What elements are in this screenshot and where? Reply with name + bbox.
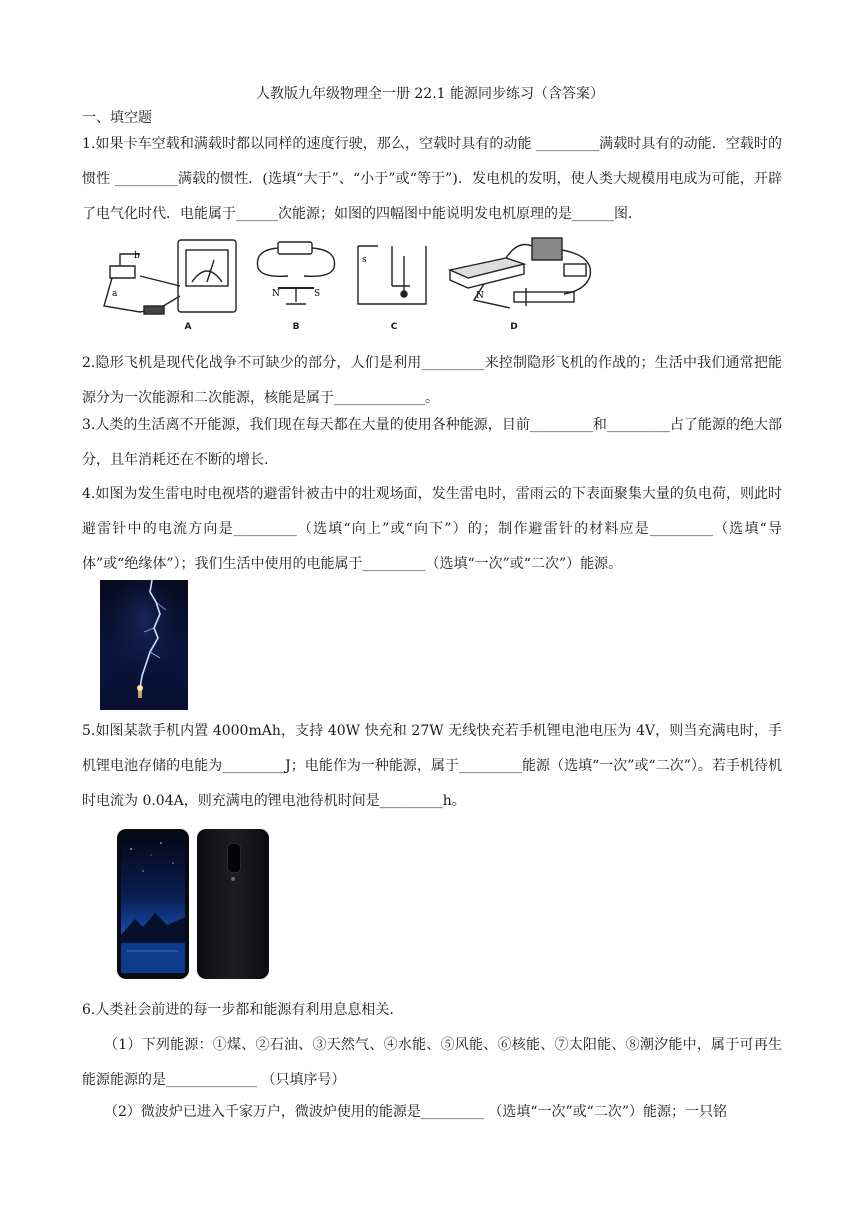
figure-b — [248, 236, 344, 332]
question-4: 4.如图为发生雷电时电视塔的避雷针被击中的壮观场面，发生雷电时，雷雨云的下表面聚集大量的负电荷，则此时避雷针中的电流方向是_________（选填“向上”或“向下”）的；制作避雷针的材料应是_________（选填“导体”或“绝缘体”）；我们生活中使用的电能属于_________（选填“一次”或“二次”）能源。 — [82, 486, 782, 572]
generator-figures — [100, 236, 600, 336]
figure-a-label-a: a — [112, 289, 118, 299]
phone-photo — [117, 829, 273, 981]
lightning-photo — [100, 580, 188, 710]
figure-a — [100, 236, 240, 332]
flash-icon — [231, 877, 235, 881]
question-1: 1.如果卡车空载和满载时都以同样的速度行驶，那么，空载时具有的动能 _________满载时具有的动能．空载时的惯性 _________满载的惯性．(选填“大于”、“小于”或“等于”)．发电机的发明，使人类大规模用电成为可能，开辟了电气化时代．电能属于______次能源；如图的四幅图中能说明发电机原理的是______图． — [82, 136, 782, 222]
lightning-bolt-image — [100, 580, 188, 710]
page-title: 人教版九年级物理全一册 22.1 能源同步练习（含答案） — [255, 86, 605, 102]
figure-d-label-n: N — [476, 291, 484, 301]
figure-a-caption: A — [184, 322, 192, 332]
figure-b-drawing — [248, 236, 344, 326]
phone-back — [197, 829, 269, 979]
question-2: 2.隐形飞机是现代化战争不可缺少的部分，人们是利用_________来控制隐形飞机的作战的；生活中我们通常把能源分为一次能源和二次能源，核能是属于_____________。 — [82, 355, 782, 406]
figure-c-drawing — [352, 236, 432, 326]
question-6-part-2: （2）微波炉已进入千家万户，微波炉使用的能源是_________ （选填“一次”或“二次”）能源；一只铭 — [104, 1104, 727, 1120]
phone-front — [117, 829, 189, 979]
figure-c — [352, 236, 432, 332]
figure-d-caption: D — [510, 322, 518, 332]
figure-a-label-b: b — [134, 251, 140, 261]
figure-a-drawing — [100, 236, 240, 326]
figure-d — [444, 236, 600, 332]
phone-screen — [121, 835, 185, 973]
question-3: 3.人类的生活离不开能源，我们现在每天都在大量的使用各种能源，目前_________和_________占了能源的绝大部分，且年消耗还在不断的增长. — [82, 417, 782, 468]
figure-b-label-s: S — [314, 289, 321, 299]
question-6-part-1: （1）下列能源：①煤、②石油、③天然气、④水能、⑤风能、⑥核能、⑦太阳能、⑧潮汐能中，属于可再生能源能源的是_____________ （只填序号） — [82, 1037, 782, 1088]
question-6: 6.人类社会前进的每一步都和能源有利用息息相关. — [82, 1002, 394, 1018]
section-heading: 一、填空题 — [82, 110, 152, 126]
question-5: 5.如图某款手机内置 4000mAh，支持 40W 快充和 27W 无线快充若手机锂电池电压为 4V，则当充满电时，手机锂电池存储的电能为_________J；电能作为一种能源，属于_________能源（选填“一次”或“二次”）。若手机待机时电流为 0.04A，则充满电的锂电池待机时间是_________h。 — [82, 723, 782, 809]
figure-c-label-s: s — [362, 255, 367, 265]
camera-icon — [227, 843, 241, 873]
figure-b-label-n: N — [272, 289, 280, 299]
figure-b-caption: B — [292, 322, 300, 332]
figure-c-caption: C — [390, 322, 398, 332]
figure-d-drawing — [444, 236, 600, 326]
phone-wallpaper-image — [121, 835, 185, 973]
